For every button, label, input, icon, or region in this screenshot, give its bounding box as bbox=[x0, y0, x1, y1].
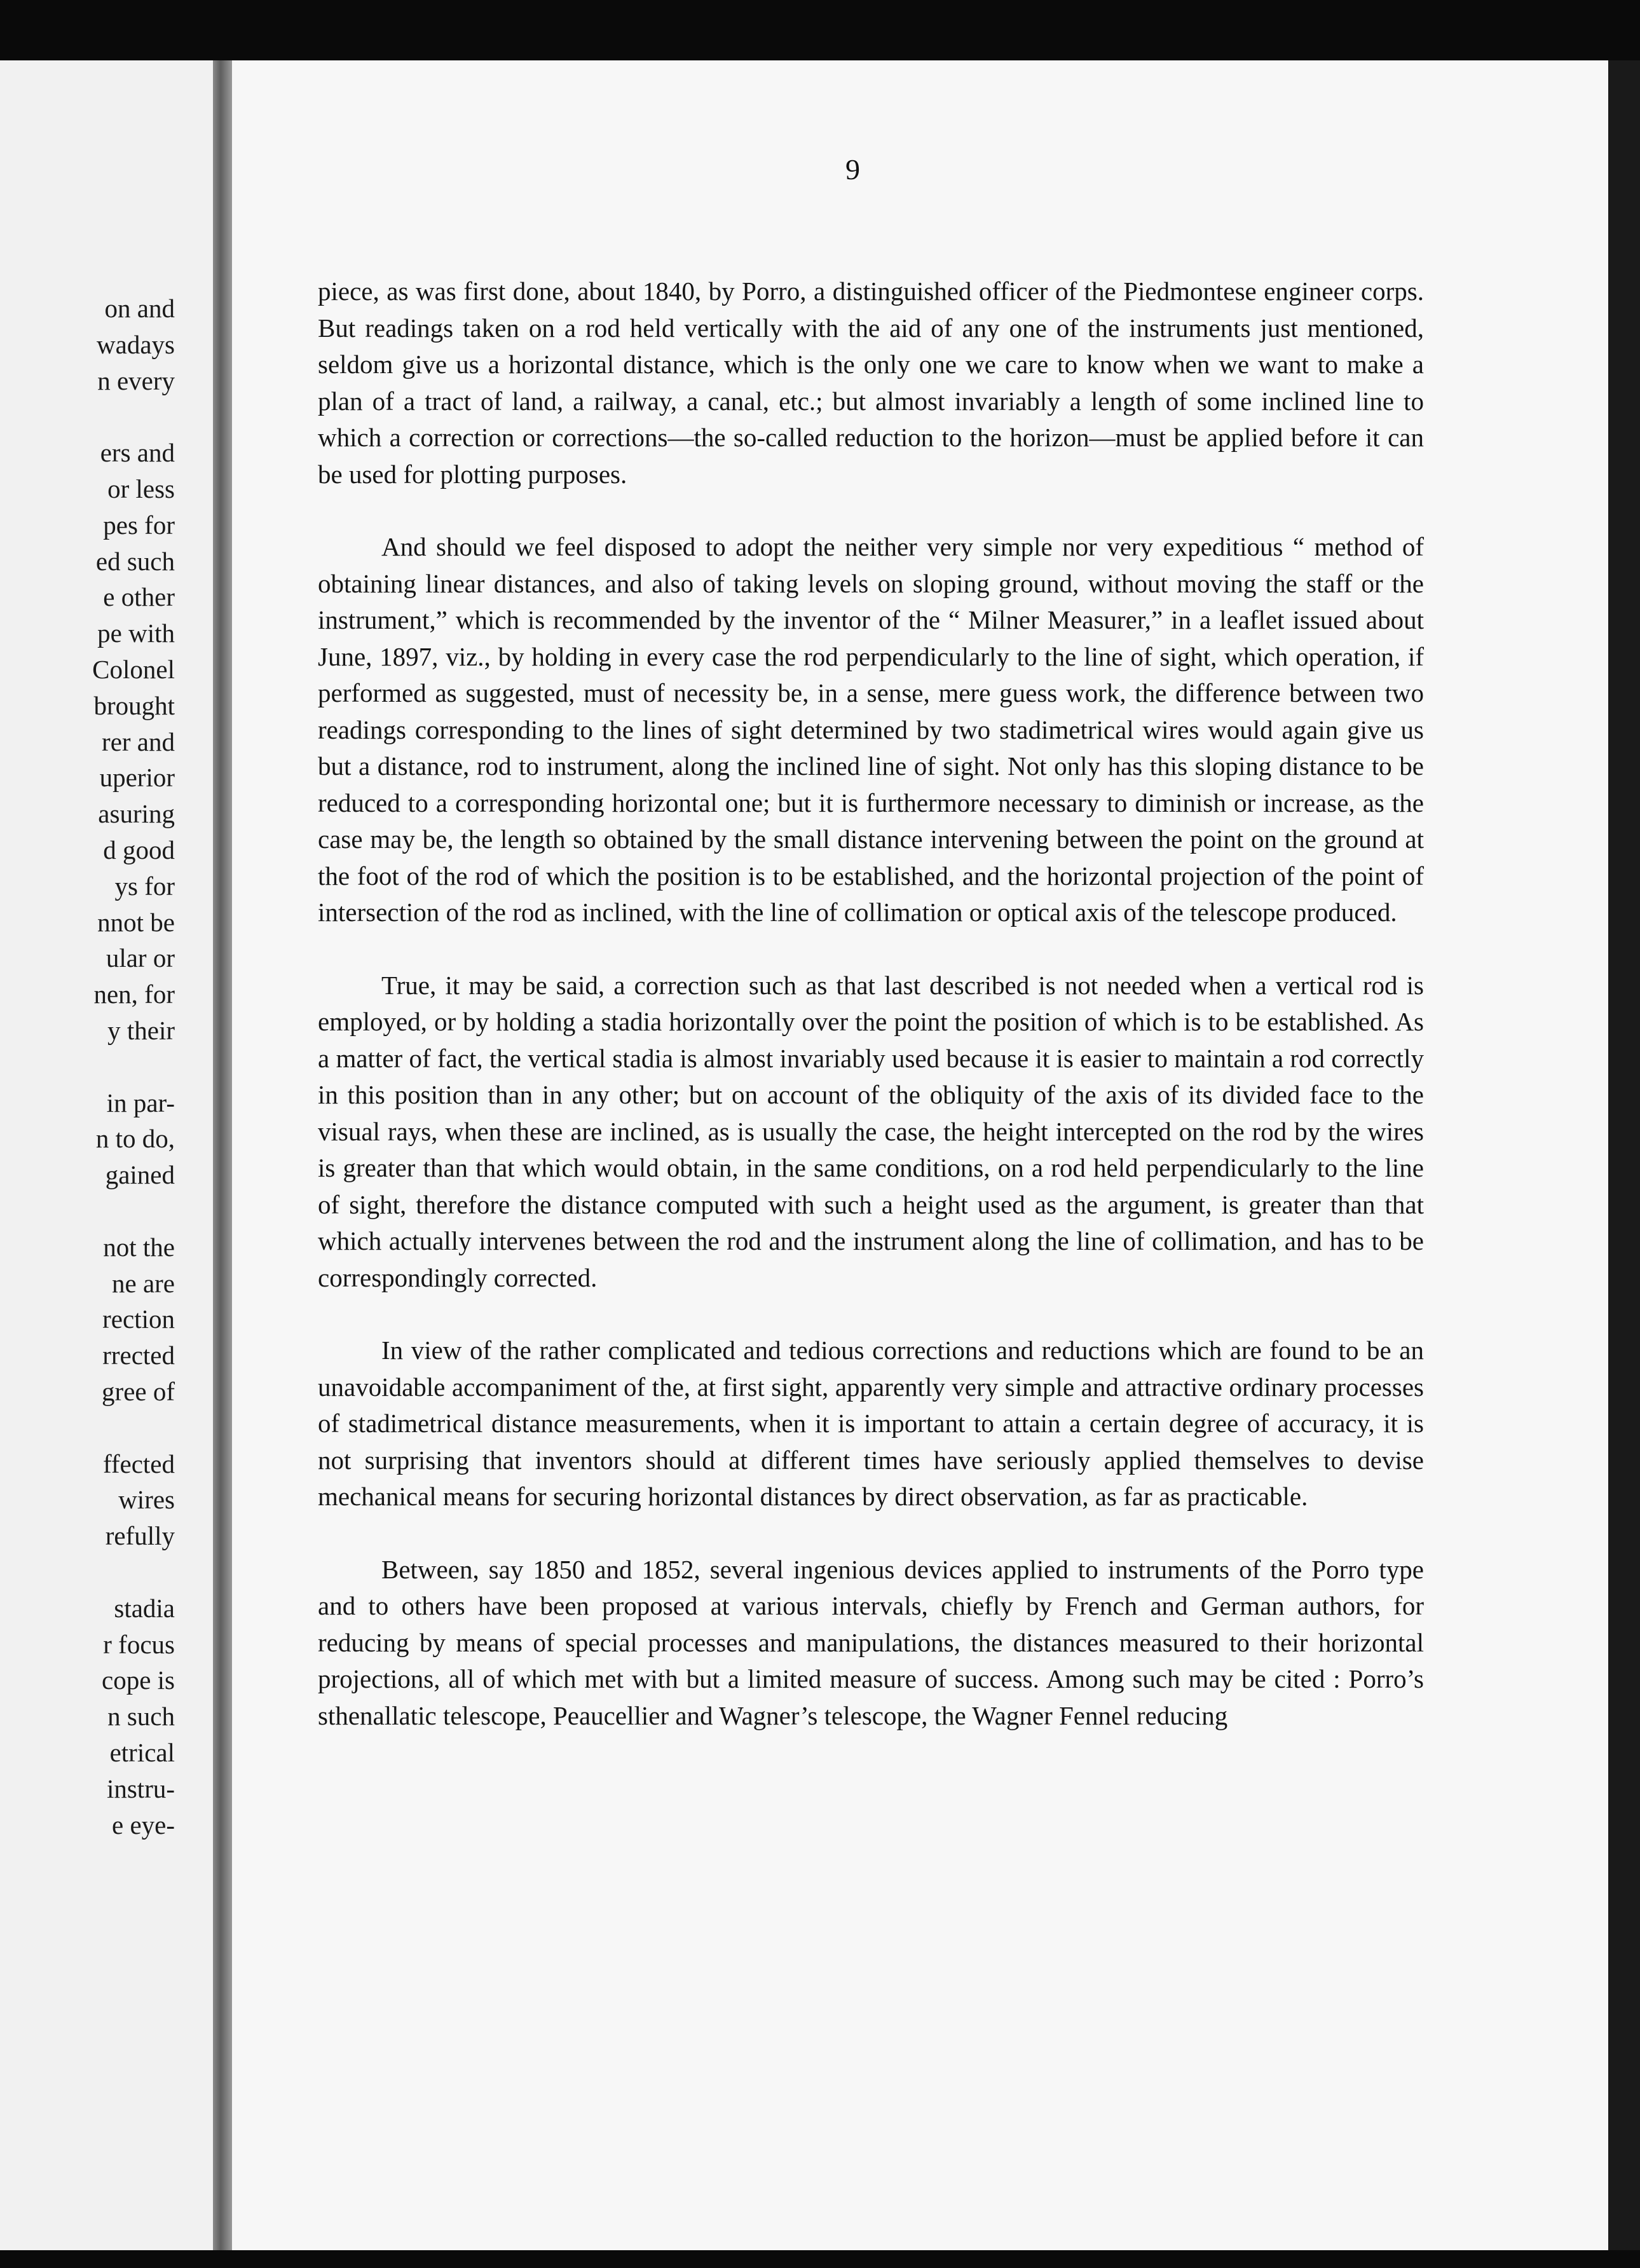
left-page-fragment-line: rrected bbox=[102, 1341, 175, 1370]
left-page-fragment-line: pes for bbox=[103, 510, 175, 540]
scan-bottom-border bbox=[0, 2250, 1640, 2268]
left-page-fragment-line: n such bbox=[107, 1702, 175, 1732]
left-page-fragment-line: gree of bbox=[102, 1377, 175, 1406]
left-page-fragment-line: n to do, bbox=[95, 1124, 175, 1154]
left-page-fragment-line: rer and bbox=[102, 727, 175, 756]
left-page-fragment-line: e other bbox=[103, 582, 175, 612]
left-page-fragment-line: d good bbox=[103, 835, 175, 864]
left-page-fragment-line: instru- bbox=[106, 1773, 175, 1803]
left-page-fragment-line: ers and bbox=[100, 438, 175, 468]
left-page-fragment-line: e eye- bbox=[112, 1810, 175, 1840]
left-page-fragment-line: brought bbox=[93, 690, 175, 720]
left-page-fragment-line: Colonel bbox=[92, 655, 175, 684]
left-page-fragment-line: nnot be bbox=[97, 907, 175, 937]
left-page-fragment-line: ular or bbox=[106, 943, 175, 973]
body-text bbox=[318, 273, 1424, 1770]
left-page-fragment-line: refully bbox=[105, 1521, 175, 1551]
left-page-fragment-line: uperior bbox=[99, 763, 175, 793]
left-page-fragment-line: wadays bbox=[97, 329, 175, 359]
paragraph: Between, say 1850 and 1852, several ingenious devices applied to instruments of the Porro type and to others have been proposed at various intervals, chiefly by French and German authors, for reducing by means of special processes and manipulations, the distances measured to their horizontal projections, all of which met with but a limited measure of success. Among such may be cited : Porro’s sthenallatic telescope, Peaucellier and Wagner’s telescope, the Wagner Fennel reducing bbox=[318, 1554, 1424, 1730]
left-page-fragment-line: n every bbox=[97, 365, 175, 395]
page-number: 9 bbox=[845, 153, 860, 186]
scan-right-edge bbox=[1608, 60, 1640, 2250]
left-page-fragment-line: or less bbox=[107, 474, 175, 503]
book-binding-gutter bbox=[213, 60, 232, 2250]
paragraph: And should we feel disposed to adopt the neither very simple nor very expeditious “ method of obtaining linear distances, and also of taking levels on sloping ground, without moving the staff or the instrument,” which is recommended by the inventor of the “ Milner Measurer,” in a leaflet issued about June, 1897, viz., by holding in every case the rod perpendicularly to the line of sight, which operation, if performed as suggested, must of necessity be, in a sense, mere guess work, the difference between two readings corresponding to the lines of sight determined by two stadimetrical wires would again give us but a distance, rod to instrument, along the inclined line of sight. Not only has this sloping distance to be reduced to a corresponding horizontal one; but it is furthermore necessary to diminish or increase, as the case may be, the length so obtained by the small distance intervening between the point on the ground at the foot of the rod of which the position is to be established, and the horizontal projection of the point of intersection of the rod as inclined, with the line of collimation or optical axis of the telescope produced. bbox=[318, 532, 1424, 927]
scan-top-border bbox=[0, 0, 1640, 64]
left-page-fragment-line: asuring bbox=[98, 799, 175, 829]
left-page-fragment-line: gained bbox=[105, 1160, 175, 1190]
left-page-fragment-line: nen, for bbox=[93, 980, 175, 1009]
left-page-fragment-line: ed such bbox=[95, 546, 175, 576]
left-page-fragment-line: ys for bbox=[114, 871, 175, 901]
left-page-fragment-line: stadia bbox=[114, 1593, 175, 1623]
left-page-margin bbox=[0, 60, 213, 2250]
left-page-fragment-line: rection bbox=[102, 1304, 175, 1334]
left-page-fragment-line: r focus bbox=[103, 1629, 175, 1659]
left-page-fragment-line: y their bbox=[107, 1016, 175, 1045]
paragraph: True, it may be said, a correction such as that last described is not needed when a vertical rod is employed, or by holding a stadia horizontally over the point the position of which is to be established. As a matter of fact, the vertical stadia is almost invariably used because it is easier to maintain a rod correctly in this position than in any other; but on account of the obliquity of the axis of its divided face to the visual rays, when these are inclined, as is usually the case, the height intercepted on the rod by the wires is greater than that which would obtain, in the same conditions, on a rod held perpendicularly to the line of sight, therefore the distance computed with such a height used as the argument, is greater than that which actually intervenes between the rod and the instrument along the line of collimation, and has to be correspondingly corrected. bbox=[318, 970, 1424, 1292]
left-page-fragment-line: in par- bbox=[106, 1088, 175, 1117]
paragraph: In view of the rather complicated and tedious corrections and reductions which are found to be an unavoidable accompaniment of the, at first sight, apparently very simple and attractive ordinary processes of stadimetrical distance measurements, when it is important to attain a certain degree of accuracy, it is not surprising that inventors should at different times have seriously applied themselves to devise mechanical means for securing horizontal distances by direct observation, as far as practicable. bbox=[318, 1336, 1424, 1511]
left-page-fragment-line: ne are bbox=[112, 1268, 175, 1298]
paragraph-continuation: piece, as was first done, about 1840, by Porro, a distinguished officer of the Piedmontese engineer corps. But readings taken on a rod held vertically with the aid of any one of the instruments just mentioned, seldom give us a horizontal distance, which is the only one we care to know when we want to make a plan of a tract of land, a railway, a canal, etc.; but almost invariably a length of some inclined line to which a correction or corrections—the so-called reduction to the horizon—must be applied before it can be used for plotting purposes. bbox=[318, 277, 1424, 489]
left-page-fragment-line: not the bbox=[103, 1232, 175, 1262]
left-page-fragment-line: pe with bbox=[97, 618, 175, 648]
left-page-fragment-line: wires bbox=[118, 1485, 175, 1515]
left-page-fragment-line: ffected bbox=[102, 1449, 175, 1479]
left-page-fragment-line: on and bbox=[104, 294, 175, 323]
left-page-fragment-line: cope is bbox=[102, 1665, 175, 1695]
left-page-fragment-line: etrical bbox=[109, 1738, 175, 1767]
